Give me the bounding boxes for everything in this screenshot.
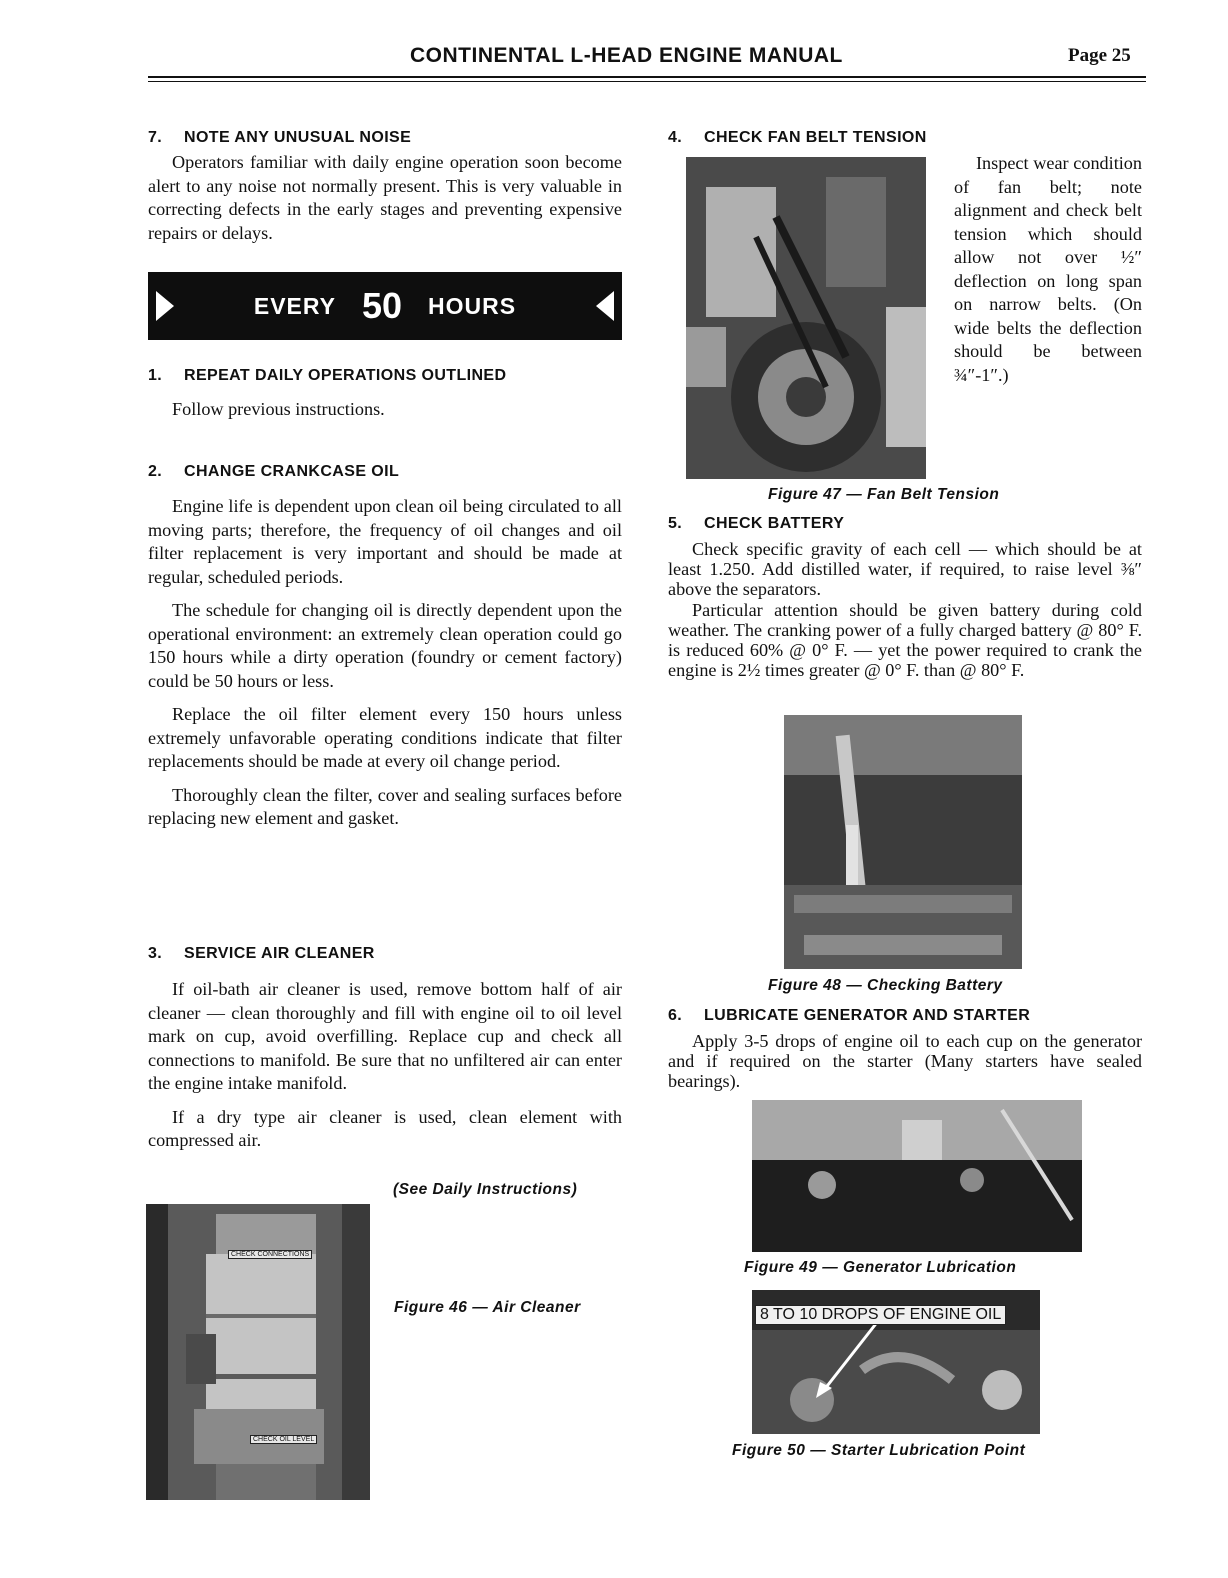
paragraph: Check specific gravity of each cell — which should be at least 1.250. Add distilled water, if required, to raise level ⅜″ above the separators. <box>668 539 1142 600</box>
section-6-heading <box>668 1007 1030 1025</box>
section-5-heading <box>668 515 844 533</box>
section-1-body <box>148 398 622 422</box>
section-title: LUBRICATE GENERATOR AND STARTER <box>704 1007 1031 1024</box>
figure-49-caption: Figure 49 — Generator Lubrication <box>744 1259 1017 1276</box>
section-number: 1. <box>148 367 163 384</box>
figure-48-photo <box>784 715 1022 969</box>
page-header-title: CONTINENTAL L-HEAD ENGINE MANUAL <box>410 44 843 67</box>
section-2-body <box>148 495 622 841</box>
paragraph: Follow previous instructions. <box>172 399 385 419</box>
paragraph: Thoroughly clean the filter, cover and sealing surfaces before replacing new element and gasket. <box>148 784 622 828</box>
banner-every: EVERY <box>253 292 336 319</box>
figure-47-photo <box>686 157 926 479</box>
paragraph: Particular attention should be given battery during cold weather. The cranking power of a fully charged battery @ 80° F. is reduced 60% @ 0° F. — yet the power required to crank the engine is 2½ times greater @ 0° F. than @ 80° F. <box>668 599 1142 681</box>
paragraph: Replace the oil filter element every 150 hours unless extremely unfavorable operating conditions indicate that filter replacements should be made at every oil change period. <box>148 704 622 771</box>
section-title: CHECK BATTERY <box>704 515 845 532</box>
figure-50-label: 8 TO 10 DROPS OF ENGINE OIL <box>755 1305 1006 1325</box>
figure-46-photo <box>146 1204 370 1500</box>
paragraph: Apply 3-5 drops of engine oil to each cup on the generator and if required on the starter (Many starters have sealed bearings). <box>668 1031 1142 1092</box>
section-7-heading <box>148 129 411 147</box>
figure-50-caption: Figure 50 — Starter Lubrication Point <box>732 1442 1026 1459</box>
section-number: 7. <box>148 129 163 146</box>
section-title: CHECK FAN BELT TENSION <box>704 129 927 146</box>
every-50-hours-banner <box>148 272 622 340</box>
figure-46-caption: Figure 46 — Air Cleaner <box>394 1299 581 1316</box>
paragraph: Operators familiar with daily engine operation soon become alert to any noise not normally present. This is very valuable in correcting defects in the early stages and preventing expensive repairs or delays. <box>148 152 622 243</box>
figure-47-caption: Figure 47 — Fan Belt Tension <box>768 486 1000 503</box>
section-title: CHANGE CRANKCASE OIL <box>184 463 400 480</box>
paragraph: If oil-bath air cleaner is used, remove bottom half of air cleaner — clean thoroughly and fill with engine oil to oil level mark on cup, avoid overfilling. Replace cup and check all connections to manifold. Be sure that no unfiltered air can enter the engine intake manifold. <box>148 979 622 1093</box>
page-number: Page 25 <box>1068 45 1131 66</box>
section-3-body <box>148 978 622 1153</box>
banner-number: 50 <box>362 285 403 326</box>
arrow-right-icon <box>156 291 174 321</box>
figure-46-label-bottom: CHECK OIL LEVEL <box>250 1435 317 1444</box>
paragraph: Engine life is dependent upon clean oil being circulated to all moving parts; therefore, the frequency of oil changes and oil filter replacement is very important and should be made at regular, scheduled periods. <box>148 496 622 587</box>
header-rule-bottom <box>148 81 1146 82</box>
paragraph: The schedule for changing oil is directly dependent upon the operational environment: an extremely clean operation could go 150 hours while a dirty operation (foundry or cement factory) could be 50 hours or less. <box>148 600 622 691</box>
banner-hours: HOURS <box>428 292 517 319</box>
section-6-body <box>668 1031 1142 1092</box>
section-2-heading <box>148 463 399 481</box>
header-rule-top <box>148 76 1146 78</box>
section-number: 2. <box>148 463 163 480</box>
paragraph: Inspect wear condition of fan belt; note alignment and check belt tension which should allow not over ½″ deflection on long span on narrow belts. (On wide belts the deflection should be between ¾″-1″.) <box>954 153 1142 385</box>
section-5-body <box>668 539 1142 680</box>
section-4-heading <box>668 129 927 147</box>
figure-48-caption: Figure 48 — Checking Battery <box>768 977 1003 994</box>
section-7-body <box>148 151 622 245</box>
section-title: NOTE ANY UNUSUAL NOISE <box>184 129 412 146</box>
figure-46-label-top: CHECK CONNECTIONS <box>228 1250 312 1259</box>
figure-49-photo <box>752 1100 1082 1252</box>
see-daily-instructions-note: (See Daily Instructions) <box>393 1181 578 1198</box>
section-number: 3. <box>148 945 163 962</box>
section-number: 6. <box>668 1007 683 1024</box>
section-title: SERVICE AIR CLEANER <box>184 945 375 962</box>
paragraph: If a dry type air cleaner is used, clean element with compressed air. <box>148 1106 622 1150</box>
arrow-left-icon <box>596 291 614 321</box>
section-title: REPEAT DAILY OPERATIONS OUTLINED <box>184 367 507 384</box>
section-4-body <box>954 152 1142 387</box>
section-number: 5. <box>668 515 683 532</box>
section-1-heading <box>148 367 506 385</box>
section-number: 4. <box>668 129 683 146</box>
section-3-heading <box>148 945 375 963</box>
